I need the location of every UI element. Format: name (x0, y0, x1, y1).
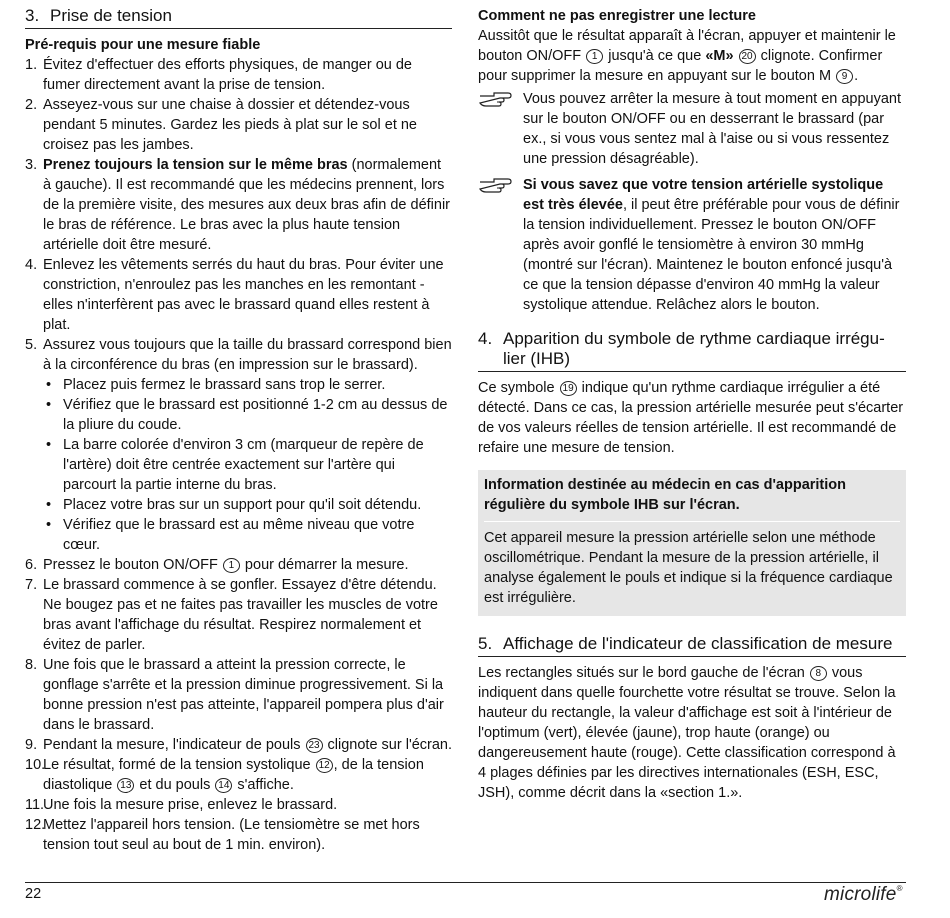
item-number: 3. (25, 157, 38, 173)
bullet-item (43, 435, 452, 495)
item-number: 4. (25, 257, 38, 273)
list-item (25, 815, 452, 855)
ihb-paragraph (478, 378, 906, 458)
item-number: 6. (25, 557, 38, 573)
pointing-hand-icon (478, 176, 512, 194)
item-number: 10. (25, 757, 46, 773)
footer-divider (25, 882, 906, 883)
right-column (478, 6, 906, 803)
item-number: 1. (25, 57, 38, 73)
item-number: 8. (25, 657, 38, 673)
item-text: et du pouls (135, 777, 215, 793)
bullet-item (43, 495, 452, 515)
item-text: Une fois que le brassard a atteint la pression correcte, le gonflage s'arrête et la pression diminue progressivement. Si la bonne pression n'est pas atteinte, l'appareil pompera plus d'air dans le brassard. (43, 657, 444, 733)
paragraph-text: Les rectangles situés sur le bord gauche de l'écran (478, 665, 809, 681)
item-text: Asseyez-vous sur une chaise à dossier et détendez-vous pendant 5 minutes. Gardez les pieds à plat sur le sol et ne croisez pas les jambes. (43, 97, 417, 153)
no-record-subheading: Comment ne pas enregistrer une lecture (478, 8, 756, 24)
section-number: 4. (478, 329, 493, 348)
callout-number-icon: 12 (316, 758, 333, 773)
paragraph-text: vous indiquent dans quelle fourchette votre résultat se trouve. Selon la hauteur du rectangle, la valeur d'affichage est soit à l'intérieur de l'optimum (vert), élevée (jaune), trop haute (orange) ou dangereusement haute (rouge). Cette classification correspond à 4 plages définies par les directives internationales (ESH, ESC, JSH), comme décrit dans la «section 1.». (478, 665, 896, 801)
paragraph-text: . (854, 68, 859, 84)
bullet-text: Placez votre bras sur un support pour qu'il soit détendu. (63, 497, 422, 513)
bullet-text: La barre colorée d'environ 3 cm (marqueur de repère de l'artère) doit être centrée exactement sur l'artère qui parcourt la partie interne du bras. (63, 437, 424, 493)
bullet-item (43, 395, 452, 435)
bullet-icon: • (46, 437, 52, 453)
list-item (25, 735, 452, 755)
bullet-icon: • (46, 397, 52, 413)
list-item (25, 555, 452, 575)
brand-logo-text: microlife (824, 884, 897, 905)
list-item (25, 335, 452, 555)
note-stop-measurement (478, 89, 906, 169)
item-text: Le brassard commence à se gonfler. Essayez d'être détendu. Ne bougez pas et ne faites pas travailler les muscles de votre bras avant l'affichage du résultat. Respirez normalement et évitez de parler. (43, 577, 438, 653)
registered-mark-icon: ® (896, 884, 903, 893)
item-text: clignote sur l'écran. (323, 737, 453, 753)
section-number: 3. (25, 6, 40, 25)
bullet-text: Vérifiez que le brassard est positionné 1-2 cm au dessus de la pliure du coude. (63, 397, 448, 433)
bullet-icon: • (46, 377, 52, 393)
paragraph-bold-text: «M» (705, 48, 734, 64)
note-text: , il peut être préférable pour vous de définir la tension individuellement. Pressez le bouton ON/OFF après avoir gonflé le tensiomètre à environ 30 mmHg (montré sur l'écran). Maintenez le bouton enfoncé jusqu'à ce que la tension dépasse d'environ 40 mmHg la valeur systolique attendue. Relâchez alors le bouton. (523, 197, 900, 313)
cuff-bullet-list (43, 375, 452, 555)
bullet-text: Placez puis fermez le brassard sans trop le serrer. (63, 377, 386, 393)
item-text: , de la tension diastolique (43, 757, 424, 793)
pointing-hand-icon (478, 90, 512, 108)
item-text: Une fois la mesure prise, enlevez le brassard. (43, 797, 338, 813)
item-bold-text: Prenez toujours la tension sur le même bras (43, 157, 348, 173)
paragraph-text: indique qu'un rythme cardiaque irrégulier a été détecté. Dans ce cas, la pression artérielle mesurée peut s'écarter de vos valeurs réelles de tension artérielle. Il est recommandé de refaire une mesure de tension. (478, 380, 904, 456)
bullet-item (43, 515, 452, 555)
callout-number-icon: 14 (215, 778, 232, 793)
brand-logo (824, 884, 903, 906)
page-number: 22 (25, 886, 42, 902)
callout-number-icon: 19 (560, 381, 577, 396)
bullet-item (43, 375, 452, 395)
paragraph-text: Ce symbole (478, 380, 559, 396)
callout-number-icon: 13 (117, 778, 134, 793)
list-item (25, 95, 452, 155)
item-text: Pendant la mesure, l'indicateur de pouls (43, 737, 305, 753)
callout-number-icon: 20 (739, 49, 756, 64)
callout-number-icon: 23 (306, 738, 323, 753)
item-text: Assurez vous toujours que la taille du brassard correspond bien à la circonférence du bras (en impression sur le brassard). (43, 337, 452, 373)
callout-number-icon: 1 (586, 49, 603, 64)
item-number: 5. (25, 337, 38, 353)
paragraph-text: Aussitôt que le résultat apparaît à l'écran, appuyer et maintenir le bouton ON/OFF (478, 28, 896, 64)
callout-number-icon: 9 (836, 69, 853, 84)
item-text: Enlevez les vêtements serrés du haut du bras. Pour éviter une constriction, n'enroulez pas les manches en les remontant - elles n'interfèrent pas avec le brassard quand elles restent à plat. (43, 257, 444, 333)
no-record-paragraph (478, 26, 906, 86)
item-number: 11. (25, 797, 45, 813)
item-number: 7. (25, 577, 38, 593)
doctor-info-box (478, 470, 906, 616)
section-title: Affichage de l'indicateur de classification de mesure (503, 634, 893, 653)
item-text: Le résultat, formé de la tension systolique (43, 757, 315, 773)
item-text: s'affiche. (233, 777, 294, 793)
info-box-body: Cet appareil mesure la pression artérielle selon une méthode oscillométrique. Pendant la mesure de la pression artérielle, il analyse également le pouls et indique si la fréquence cardiaque est irrégulière. (484, 530, 893, 606)
callout-number-icon: 1 (223, 558, 240, 573)
item-number: 12. (25, 817, 46, 833)
section-title: Prise de tension (50, 6, 172, 25)
section-4-heading (478, 329, 906, 372)
list-item (25, 755, 452, 795)
list-item (25, 155, 452, 255)
section-5-heading (478, 634, 906, 657)
list-item (25, 655, 452, 735)
info-box-heading: Information destinée au médecin en cas d'apparition régulière du symbole IHB sur l'écran. (484, 475, 900, 522)
paragraph-text: jusqu'à ce que (604, 48, 706, 64)
prerequisites-subheading: Pré-requis pour une mesure fiable (25, 37, 261, 53)
left-column (25, 6, 452, 855)
section-number: 5. (478, 634, 493, 653)
bullet-text: Vérifiez que le brassard est au même niveau que votre cœur. (63, 517, 415, 553)
item-text: Mettez l'appareil hors tension. (Le tensiomètre se met hors tension tout seul au bout de 1 min. environ). (43, 817, 420, 853)
callout-number-icon: 8 (810, 666, 827, 681)
section-title: Apparition du symbole de rythme cardiaque irrégu-lier (IHB) (503, 329, 885, 368)
item-text: Évitez d'effectuer des efforts physiques, de manger ou de fumer directement avant la prise de tension. (43, 57, 412, 93)
bullet-icon: • (46, 517, 52, 533)
section-3-heading (25, 6, 452, 29)
classification-paragraph (478, 663, 906, 803)
paragraph-text: clignote. Confirmer pour supprimer la mesure en appuyant sur le bouton M (478, 48, 883, 84)
list-item (25, 55, 452, 95)
bullet-icon: • (46, 497, 52, 513)
item-text: Pressez le bouton ON/OFF (43, 557, 222, 573)
list-item (25, 575, 452, 655)
item-number: 9. (25, 737, 38, 753)
note-high-pressure (478, 175, 906, 315)
item-text: (normalement à gauche). Il est recommandé que les médecins prennent, lors de la première visite, des mesures aux deux bras afin de définir le bras de référence. Le bras avec la plus haute tension artérielle doit être mesuré. (43, 157, 451, 253)
note-text: Vous pouvez arrêter la mesure à tout moment en appuyant sur le bouton ON/OFF ou en desserrant le brassard (par ex., si vous vous sentez mal à l'aise ou si vous ressentez une pression désagréable). (523, 91, 902, 167)
item-number: 2. (25, 97, 38, 113)
item-text: pour démarrer la mesure. (240, 557, 409, 573)
list-item (25, 255, 452, 335)
list-item (25, 795, 452, 815)
steps-list (25, 55, 452, 855)
note-bold-text: Si vous savez que votre tension artérielle systolique est très élevée (523, 177, 884, 213)
